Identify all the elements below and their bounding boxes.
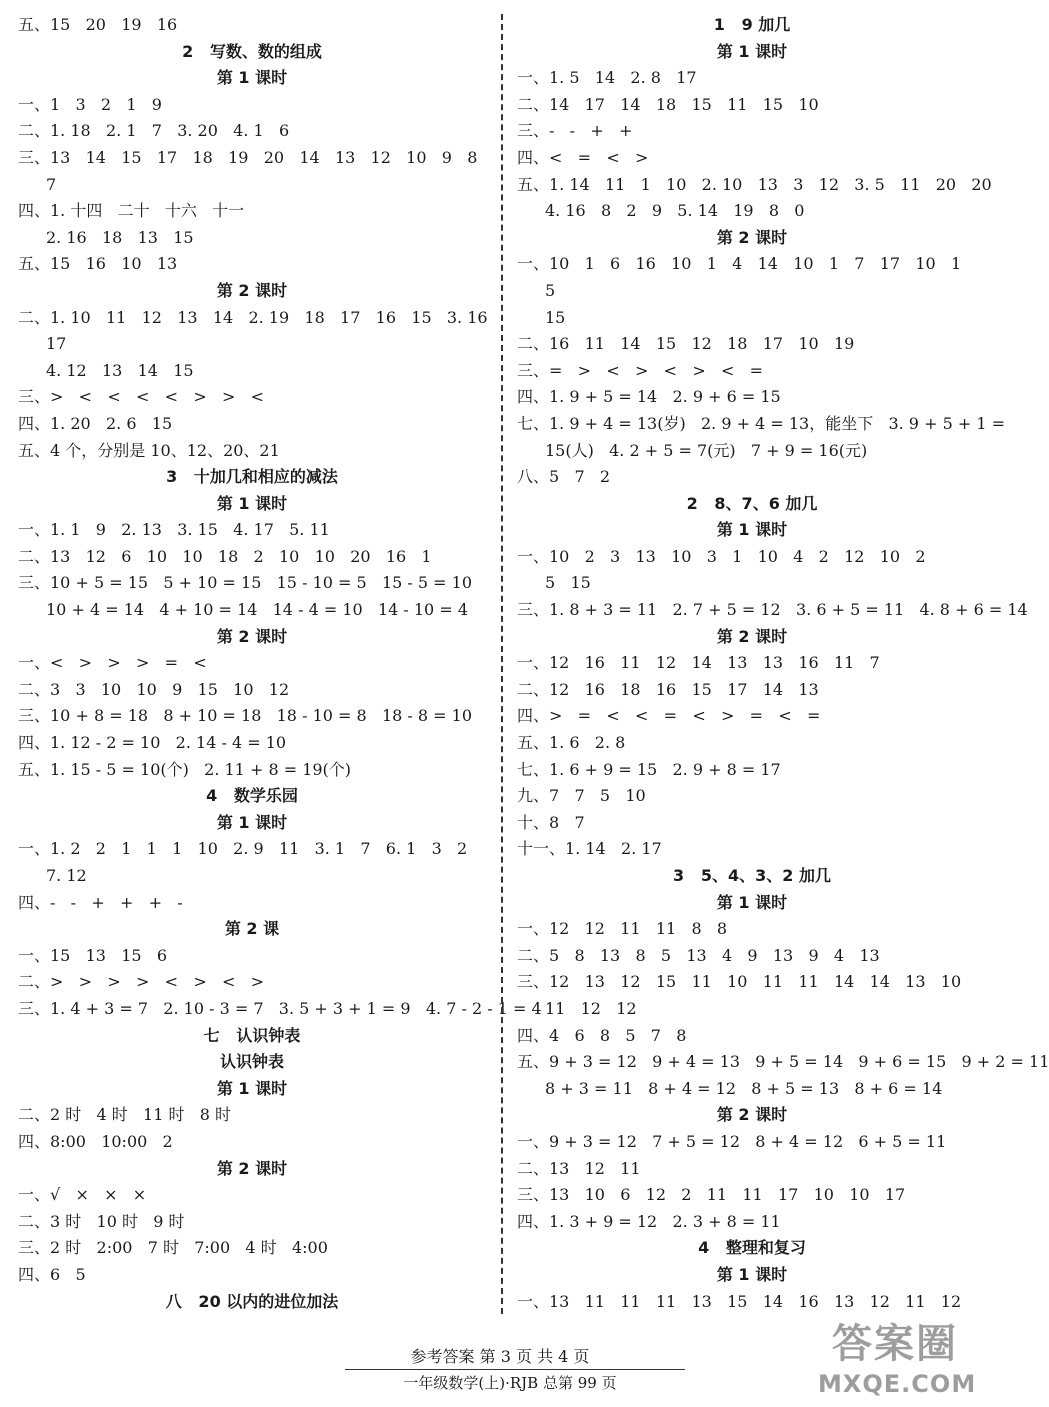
answer-line: 二、13 12 6 10 10 18 2 10 10 20 16 1 (18, 546, 432, 566)
answer-line: 四、6 5 (18, 1264, 86, 1284)
answer-line: 三、10 + 8 = 18 8 + 10 = 18 18 - 10 = 8 18 - 8 = 10 (18, 706, 472, 726)
section-heading: 2 写数、数的组成 (182, 41, 322, 61)
answer-line: 三、13 10 6 12 2 11 11 17 10 10 17 (517, 1185, 906, 1205)
lesson-heading: 第 1 课时 (216, 68, 288, 88)
answer-line: 10 + 4 = 14 4 + 10 = 14 14 - 4 = 10 14 - 10 = 4 (46, 600, 468, 620)
answer-line: 四、1. 9 + 5 = 14 2. 9 + 6 = 15 (517, 387, 781, 407)
answer-line: 7 (46, 174, 57, 194)
answer-line: 一、< > > > = < (18, 653, 207, 673)
section-heading: 3 十加几和相应的减法 (166, 467, 338, 487)
footer-book-info: 一年级数学(上)·RJB 总第 99 页 (403, 1374, 617, 1392)
answer-line: 5 15 (545, 573, 591, 593)
answer-line: 一、12 12 11 11 8 8 (517, 919, 728, 939)
answer-line: 一、10 1 6 16 10 1 4 14 10 1 7 17 10 1 (517, 254, 962, 274)
answer-line: 二、16 11 14 15 12 18 17 10 19 (517, 334, 855, 354)
answer-line: 5 (545, 280, 556, 300)
answer-line: 四、> = < < = < > = < = (517, 706, 821, 726)
answer-line: 二、3 时 10 时 9 时 (18, 1211, 185, 1231)
answer-line: 8 + 3 = 11 8 + 4 = 12 8 + 5 = 13 8 + 6 = 14 (545, 1078, 943, 1098)
answer-line: 三、> < < < < > > < (18, 387, 265, 407)
answer-line: 四、8:00 10:00 2 (18, 1131, 173, 1151)
answer-line: 四、- - + + + - (18, 892, 183, 912)
answer-line: 四、1. 十四 二十 十六 十一 (18, 201, 245, 221)
lesson-heading: 第 1 课时 (216, 493, 288, 513)
answer-line: 三、1. 8 + 3 = 11 2. 7 + 5 = 12 3. 6 + 5 = 11 4. 8 + 6 = 14 (517, 600, 1028, 620)
answer-line: 二、1. 10 11 12 13 14 2. 19 18 17 16 15 3. 16 (18, 307, 488, 327)
answer-line: 一、15 13 15 6 (18, 945, 168, 965)
answer-line: 三、10 + 5 = 15 5 + 10 = 15 15 - 10 = 5 15 - 5 = 10 (18, 573, 472, 593)
answer-line: 一、12 16 11 12 14 13 13 16 11 7 (517, 653, 880, 673)
answer-line: 一、1 3 2 1 9 (18, 94, 162, 114)
answer-line: 一、1. 1 9 2. 13 3. 15 4. 17 5. 11 (18, 520, 330, 540)
answer-line: 一、10 2 3 13 10 3 1 10 4 2 12 10 2 (517, 546, 926, 566)
answer-line: 二、3 3 10 10 9 15 10 12 (18, 679, 290, 699)
answer-line: 三、1. 4 + 3 = 7 2. 10 - 3 = 7 3. 5 + 3 + 1 = 9 4. 7 - 2 - 1 = 4 (18, 998, 542, 1018)
answer-line: 一、√ × × × (18, 1185, 147, 1205)
lesson-heading: 第 2 课时 (216, 280, 288, 300)
section-heading: 2 8、7、6 加几 (686, 493, 818, 513)
answer-line: 四、1. 3 + 9 = 12 2. 3 + 8 = 11 (517, 1211, 781, 1231)
watermark-url: MXQE.COM (818, 1370, 977, 1398)
answer-line: 四、< = < > (517, 147, 649, 167)
answer-line: 11 12 12 (545, 998, 637, 1018)
answer-line: 二、1. 18 2. 1 7 3. 20 4. 1 6 (18, 121, 290, 141)
answer-line: 五、4 个，分别是 10、12、20、21 (18, 440, 280, 460)
section-heading: 4 数学乐园 (206, 786, 298, 806)
lesson-heading: 第 1 课时 (216, 812, 288, 832)
section-heading: 八 20 以内的进位加法 (165, 1291, 339, 1311)
lesson-heading: 第 2 课 (224, 919, 280, 939)
answer-line: 一、1. 2 2 1 1 1 10 2. 9 11 3. 1 7 6. 1 3 2 (18, 839, 468, 859)
answer-line: 二、5 8 13 8 5 13 4 9 13 9 4 13 (517, 945, 880, 965)
answer-line: 五、15 16 10 13 (18, 254, 178, 274)
watermark-logo (812, 1312, 992, 1404)
section-heading: 4 整理和复习 (698, 1238, 806, 1258)
answer-line: 4. 12 13 14 15 (46, 360, 194, 380)
lesson-heading: 第 2 课时 (216, 1158, 288, 1178)
answer-line: 四、1. 12 - 2 = 10 2. 14 - 4 = 10 (18, 733, 287, 753)
answer-line: 四、1. 20 2. 6 15 (18, 413, 173, 433)
footer-page-info: 参考答案 第 3 页 共 4 页 (410, 1347, 590, 1366)
answer-line: 七、1. 9 + 4 = 13(岁) 2. 9 + 4 = 13，能坐下 3. 9 + 5 + 1 = (517, 413, 1005, 433)
answer-line: 十、8 7 (517, 812, 585, 832)
answer-line: 二、13 12 11 (517, 1158, 641, 1178)
answer-line: 三、- - + + (517, 121, 633, 141)
answer-line: 三、12 13 12 15 11 10 11 11 14 14 13 10 (517, 972, 962, 992)
answer-line: 九、7 7 5 10 (517, 786, 646, 806)
answer-line: 4. 16 8 2 9 5. 14 19 8 0 (545, 201, 805, 221)
lesson-heading: 第 2 课时 (716, 626, 788, 646)
lesson-heading: 第 1 课时 (716, 892, 788, 912)
answer-line: 15(人) 4. 2 + 5 = 7(元) 7 + 9 = 16(元) (545, 440, 868, 460)
answer-line: 17 (46, 334, 67, 354)
answer-line: 五、9 + 3 = 12 9 + 4 = 13 9 + 5 = 14 9 + 6 = 15 9 + 2 = 11 (517, 1052, 1049, 1072)
column-divider (501, 14, 503, 1314)
lesson-heading: 第 2 课时 (716, 227, 788, 247)
footer-rule (345, 1369, 685, 1370)
section-heading: 3 5、4、3、2 加几 (673, 866, 831, 885)
answer-line: 五、15 20 19 16 (18, 15, 178, 34)
answer-line: 二、2 时 4 时 11 时 8 时 (18, 1105, 232, 1125)
answer-line: 五、1. 14 11 1 10 2. 10 13 3 12 3. 5 11 20 20 (517, 174, 992, 194)
lesson-heading: 认识钟表 (219, 1052, 284, 1072)
answer-line: 二、14 17 14 18 15 11 15 10 (517, 94, 819, 114)
answer-line: 七、1. 6 + 9 = 15 2. 9 + 8 = 17 (517, 759, 781, 779)
lesson-heading: 第 2 课时 (716, 1105, 788, 1125)
answer-line: 八、5 7 2 (517, 467, 611, 487)
answer-line: 三、13 14 15 17 18 19 20 14 13 12 10 9 8 (18, 147, 478, 167)
answer-line: 十一、1. 14 2. 17 (517, 839, 662, 859)
answer-line: 一、1. 5 14 2. 8 17 (517, 68, 697, 88)
answer-line: 三、2 时 2:00 7 时 7:00 4 时 4:00 (18, 1238, 328, 1258)
section-heading: 1 9 加几 (713, 15, 791, 34)
answer-line: 一、13 11 11 11 13 15 14 16 13 12 11 12 (517, 1291, 962, 1311)
right-answer-column (517, 12, 1049, 1315)
section-heading: 七 认识钟表 (203, 1025, 301, 1045)
answer-line: 7. 12 (46, 866, 87, 885)
answer-line: 一、9 + 3 = 12 7 + 5 = 12 8 + 4 = 12 6 + 5 = 11 (517, 1131, 947, 1151)
answer-line: 2. 16 18 13 15 (46, 227, 194, 247)
answer-line: 二、12 16 18 16 15 17 14 13 (517, 679, 819, 699)
lesson-heading: 第 1 课时 (716, 1264, 788, 1284)
watermark-text: 答案圈 (832, 1321, 958, 1367)
answer-line: 15 (545, 307, 566, 327)
answer-line: 二、> > > > < > < > (18, 972, 265, 992)
lesson-heading: 第 1 课时 (716, 41, 788, 61)
answer-line: 三、= > < > < > < = (517, 360, 764, 380)
left-answer-column (18, 12, 542, 1315)
lesson-heading: 第 2 课时 (216, 626, 288, 646)
answer-line: 五、1. 15 - 5 = 10(个) 2. 11 + 8 = 19(个) (18, 759, 352, 779)
answer-line: 五、1. 6 2. 8 (517, 733, 626, 753)
lesson-heading: 第 1 课时 (716, 520, 788, 540)
answer-line: 四、4 6 8 5 7 8 (517, 1025, 687, 1045)
lesson-heading: 第 1 课时 (216, 1078, 288, 1098)
